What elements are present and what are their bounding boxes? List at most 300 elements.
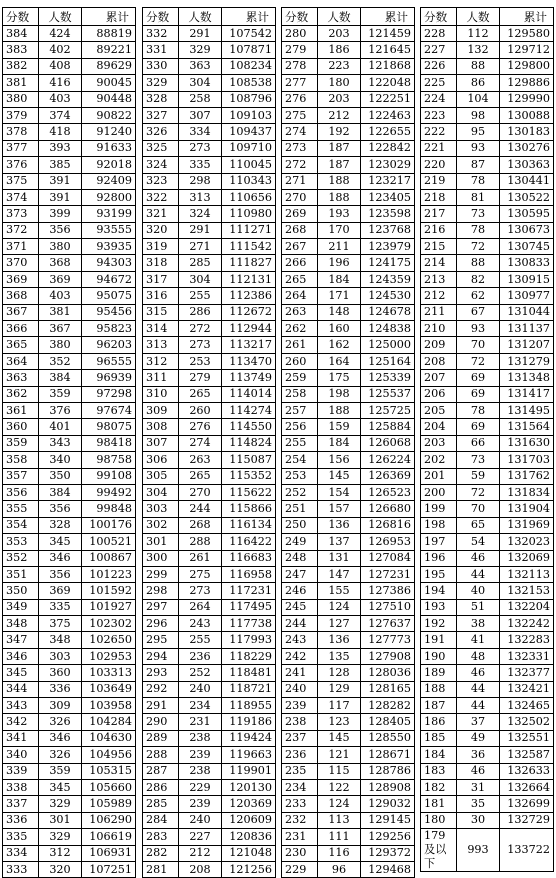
- score-cell: 346: [3, 648, 39, 664]
- cumulative-cell: 108538: [222, 75, 276, 91]
- cumulative-cell: 133722: [500, 829, 554, 872]
- cumulative-cell: 122463: [361, 107, 415, 123]
- score-cell: 243: [282, 632, 318, 648]
- table-row: [421, 517, 554, 533]
- cumulative-cell: 119424: [222, 730, 276, 746]
- table-row: [143, 370, 276, 386]
- score-cell: 249: [282, 534, 318, 550]
- table-header-row: [282, 8, 415, 26]
- cumulative-cell: 103313: [82, 665, 136, 681]
- cumulative-cell: 99492: [82, 484, 136, 500]
- table-row: [3, 222, 136, 238]
- score-cell: 233: [282, 796, 318, 812]
- count-cell: 343: [39, 435, 82, 451]
- score-cell: 355: [3, 501, 39, 517]
- score-cell: 348: [3, 616, 39, 632]
- table-row: [282, 140, 415, 156]
- table-row: [3, 206, 136, 222]
- cumulative-cell: 129372: [361, 845, 415, 861]
- table-row: [421, 534, 554, 550]
- score-cell: 255: [282, 435, 318, 451]
- count-cell: 208: [179, 861, 222, 877]
- score-cell: 279: [282, 42, 318, 58]
- score-table-3: [281, 7, 415, 878]
- table-row: [3, 779, 136, 795]
- cumulative-cell: 118229: [222, 648, 276, 664]
- table-row: [421, 714, 554, 730]
- cumulative-cell: 116422: [222, 534, 276, 550]
- cumulative-cell: 125164: [361, 353, 415, 369]
- cumulative-cell: 132729: [500, 812, 554, 828]
- table-row: [143, 714, 276, 730]
- count-cell: 36: [457, 747, 500, 763]
- count-cell: 272: [179, 321, 222, 337]
- cumulative-cell: 128550: [361, 730, 415, 746]
- score-cell: 260: [282, 353, 318, 369]
- count-cell: 384: [39, 370, 82, 386]
- score-cell: 258: [282, 386, 318, 402]
- count-cell: 374: [39, 107, 82, 123]
- table-row: [421, 173, 554, 189]
- count-cell: 313: [179, 189, 222, 205]
- count-cell: 368: [39, 255, 82, 271]
- cumulative-cell: 95075: [82, 288, 136, 304]
- count-cell: 157: [318, 501, 361, 517]
- count-cell: 129: [318, 681, 361, 697]
- count-cell: 116: [318, 845, 361, 861]
- cumulative-cell: 115087: [222, 452, 276, 468]
- count-cell: 51: [457, 599, 500, 615]
- cumulative-cell: 100867: [82, 550, 136, 566]
- count-cell: 40: [457, 583, 500, 599]
- cumulative-cell: 121048: [222, 845, 276, 861]
- table-row: [3, 386, 136, 402]
- table-row: [421, 501, 554, 517]
- count-cell: 304: [179, 271, 222, 287]
- cumulative-cell: 94672: [82, 271, 136, 287]
- cumulative-cell: 124838: [361, 321, 415, 337]
- score-cell: 364: [3, 353, 39, 369]
- score-cell: 265: [282, 271, 318, 287]
- count-cell: 54: [457, 534, 500, 550]
- cumulative-cell: 92800: [82, 189, 136, 205]
- table-row: [143, 550, 276, 566]
- count-cell: 66: [457, 435, 500, 451]
- count-cell: 393: [39, 140, 82, 156]
- cumulative-cell: 102302: [82, 616, 136, 632]
- score-cell: 271: [282, 173, 318, 189]
- cumulative-cell: 122655: [361, 124, 415, 140]
- table-row: [282, 747, 415, 763]
- cumulative-cell: 132069: [500, 550, 554, 566]
- table-row: [143, 140, 276, 156]
- score-cell: 283: [143, 829, 179, 845]
- count-cell: 78: [457, 173, 500, 189]
- table-row: [421, 239, 554, 255]
- table-row: [282, 419, 415, 435]
- cumulative-cell: 97298: [82, 386, 136, 402]
- cumulative-cell: 93555: [82, 222, 136, 238]
- cumulative-cell: 130363: [500, 157, 554, 173]
- cumulative-cell: 124175: [361, 255, 415, 271]
- score-table-4: [420, 7, 554, 872]
- count-cell: 291: [179, 222, 222, 238]
- cumulative-cell: 102650: [82, 632, 136, 648]
- table-row: [282, 353, 415, 369]
- count-cell: 98: [457, 107, 500, 123]
- count-cell: 31: [457, 779, 500, 795]
- table-row: [282, 468, 415, 484]
- count-cell: 356: [39, 222, 82, 238]
- cumulative-cell: 116958: [222, 566, 276, 582]
- table-row: [421, 730, 554, 746]
- score-cell: 180: [421, 812, 457, 828]
- table-row: [3, 812, 136, 828]
- table-row: [3, 566, 136, 582]
- score-cell: 193: [421, 599, 457, 615]
- score-cell: 194: [421, 583, 457, 599]
- table-row: [282, 763, 415, 779]
- table-row: [3, 91, 136, 107]
- cumulative-cell: 124678: [361, 304, 415, 320]
- count-cell: 244: [179, 501, 222, 517]
- cumulative-cell: 112386: [222, 288, 276, 304]
- cumulative-cell: 100521: [82, 534, 136, 550]
- cumulative-cell: 126068: [361, 435, 415, 451]
- table-row: [282, 239, 415, 255]
- header-count: 人数: [457, 8, 500, 26]
- score-cell: 308: [143, 419, 179, 435]
- count-cell: 193: [318, 206, 361, 222]
- header-cumulative: 累计: [222, 8, 276, 26]
- table-row: [3, 271, 136, 287]
- table-row: [3, 435, 136, 451]
- score-cell: 380: [3, 91, 39, 107]
- count-cell: 227: [179, 829, 222, 845]
- table-row: [3, 550, 136, 566]
- score-cell: 187: [421, 698, 457, 714]
- score-cell: 298: [143, 583, 179, 599]
- cumulative-cell: 128165: [361, 681, 415, 697]
- cumulative-cell: 131495: [500, 402, 554, 418]
- score-cell: 315: [143, 304, 179, 320]
- score-cell: 351: [3, 566, 39, 582]
- count-cell: 67: [457, 304, 500, 320]
- score-cell: 218: [421, 189, 457, 205]
- count-cell: 229: [179, 779, 222, 795]
- score-cell: 303: [143, 501, 179, 517]
- count-cell: 72: [457, 484, 500, 500]
- count-cell: 203: [318, 91, 361, 107]
- cumulative-cell: 131137: [500, 321, 554, 337]
- cumulative-cell: 102953: [82, 648, 136, 664]
- count-cell: 88: [457, 58, 500, 74]
- score-cell: 201: [421, 468, 457, 484]
- score-cell: 189: [421, 665, 457, 681]
- cumulative-cell: 105989: [82, 796, 136, 812]
- table-row: [421, 599, 554, 615]
- table-row: [143, 796, 276, 812]
- score-cell: 370: [3, 255, 39, 271]
- table-row: [421, 419, 554, 435]
- table-row: [3, 763, 136, 779]
- table-row: [3, 730, 136, 746]
- table-row: [143, 468, 276, 484]
- score-cell: 212: [421, 288, 457, 304]
- count-cell: 402: [39, 42, 82, 58]
- score-cell: 327: [143, 107, 179, 123]
- count-cell: 162: [318, 337, 361, 353]
- cumulative-cell: 121645: [361, 42, 415, 58]
- cumulative-cell: 131348: [500, 370, 554, 386]
- table-row: [143, 222, 276, 238]
- count-cell: 73: [457, 206, 500, 222]
- table-row: [282, 730, 415, 746]
- cumulative-cell: 126816: [361, 517, 415, 533]
- cumulative-cell: 110980: [222, 206, 276, 222]
- table-row: [282, 599, 415, 615]
- cumulative-cell: 125000: [361, 337, 415, 353]
- table-row: [3, 845, 136, 861]
- table-row: [421, 616, 554, 632]
- table-row: [282, 779, 415, 795]
- cumulative-cell: 130183: [500, 124, 554, 140]
- table-row: [143, 353, 276, 369]
- count-cell: 253: [179, 353, 222, 369]
- count-cell: 239: [179, 796, 222, 812]
- count-cell: 128: [318, 665, 361, 681]
- score-cell: 204: [421, 419, 457, 435]
- table-row: [143, 419, 276, 435]
- table-row: [421, 222, 554, 238]
- table-row: [143, 779, 276, 795]
- count-cell: 96: [318, 861, 361, 877]
- cumulative-cell: 92409: [82, 173, 136, 189]
- table-row: [421, 255, 554, 271]
- table-row: [282, 534, 415, 550]
- score-cell: 184: [421, 747, 457, 763]
- cumulative-cell: 132421: [500, 681, 554, 697]
- cumulative-cell: 119663: [222, 747, 276, 763]
- count-cell: 360: [39, 665, 82, 681]
- cumulative-cell: 110045: [222, 157, 276, 173]
- score-cell: 203: [421, 435, 457, 451]
- count-cell: 380: [39, 337, 82, 353]
- score-cell: 192: [421, 616, 457, 632]
- header-score: 分数: [282, 8, 318, 26]
- cumulative-cell: 112672: [222, 304, 276, 320]
- header-count: 人数: [39, 8, 82, 26]
- score-cell: 307: [143, 435, 179, 451]
- score-cell: 228: [421, 26, 457, 42]
- score-cell: 336: [3, 812, 39, 828]
- count-cell: 124: [318, 796, 361, 812]
- cumulative-cell: 123405: [361, 189, 415, 205]
- table-row: [282, 583, 415, 599]
- cumulative-cell: 130977: [500, 288, 554, 304]
- table-row: [282, 386, 415, 402]
- score-cell: 200: [421, 484, 457, 500]
- table-row: [421, 206, 554, 222]
- score-cell: 296: [143, 616, 179, 632]
- score-cell: 314: [143, 321, 179, 337]
- count-cell: 69: [457, 386, 500, 402]
- table-row: [282, 58, 415, 74]
- table-header-row: [421, 8, 554, 26]
- count-cell: 65: [457, 517, 500, 533]
- count-cell: 122: [318, 779, 361, 795]
- count-cell: 69: [457, 419, 500, 435]
- header-score: 分数: [3, 8, 39, 26]
- table-row: [3, 501, 136, 517]
- table-row: [3, 42, 136, 58]
- cumulative-cell: 96203: [82, 337, 136, 353]
- cumulative-cell: 91240: [82, 124, 136, 140]
- score-cell: 306: [143, 452, 179, 468]
- count-cell: 112: [457, 26, 500, 42]
- score-cell: 290: [143, 714, 179, 730]
- score-cell: 339: [3, 763, 39, 779]
- count-cell: 44: [457, 681, 500, 697]
- count-cell: 187: [318, 140, 361, 156]
- cumulative-cell: 122842: [361, 140, 415, 156]
- table-row: [282, 829, 415, 845]
- count-cell: 345: [39, 534, 82, 550]
- count-cell: 73: [457, 452, 500, 468]
- score-cell: 238: [282, 714, 318, 730]
- table-row: [282, 107, 415, 123]
- count-cell: 59: [457, 468, 500, 484]
- cumulative-cell: 112944: [222, 321, 276, 337]
- table-row: [421, 140, 554, 156]
- cumulative-cell: 100176: [82, 517, 136, 533]
- cumulative-cell: 121868: [361, 58, 415, 74]
- count-cell: 303: [39, 648, 82, 664]
- count-cell: 385: [39, 157, 82, 173]
- count-cell: 408: [39, 58, 82, 74]
- score-cell: 287: [143, 763, 179, 779]
- score-cell: 195: [421, 566, 457, 582]
- table-row: [282, 124, 415, 140]
- count-cell: 356: [39, 501, 82, 517]
- score-cell: 183: [421, 763, 457, 779]
- count-cell: 329: [179, 42, 222, 58]
- count-cell: 223: [318, 58, 361, 74]
- count-cell: 236: [179, 648, 222, 664]
- score-cell: 347: [3, 632, 39, 648]
- cumulative-cell: 109710: [222, 140, 276, 156]
- score-cell: 221: [421, 140, 457, 156]
- count-cell: 258: [179, 91, 222, 107]
- cumulative-cell: 132664: [500, 779, 554, 795]
- table-row: [421, 107, 554, 123]
- score-cell: 217: [421, 206, 457, 222]
- score-cell: 356: [3, 484, 39, 500]
- count-cell: 263: [179, 452, 222, 468]
- table-row: [282, 861, 415, 877]
- score-cell: 231: [282, 829, 318, 845]
- score-cell: 377: [3, 140, 39, 156]
- cumulative-cell: 132153: [500, 583, 554, 599]
- table-row: [421, 157, 554, 173]
- table-row: [421, 304, 554, 320]
- score-cell: 245: [282, 599, 318, 615]
- table-row: [143, 681, 276, 697]
- score-cell: 288: [143, 747, 179, 763]
- table-row: [3, 157, 136, 173]
- cumulative-cell: 107251: [82, 861, 136, 877]
- score-cell: 286: [143, 779, 179, 795]
- score-cell: 277: [282, 75, 318, 91]
- score-cell: 317: [143, 271, 179, 287]
- table-row: [143, 861, 276, 877]
- score-cell: 369: [3, 271, 39, 287]
- cumulative-cell: 131630: [500, 435, 554, 451]
- score-cell: 256: [282, 419, 318, 435]
- table-row: [3, 861, 136, 877]
- count-cell: 265: [179, 468, 222, 484]
- count-cell: 424: [39, 26, 82, 42]
- table-row: [282, 271, 415, 287]
- score-cell: 345: [3, 665, 39, 681]
- table-row: [282, 501, 415, 517]
- cumulative-cell: 127773: [361, 632, 415, 648]
- table-row: [282, 370, 415, 386]
- count-cell: 288: [179, 534, 222, 550]
- count-cell: 345: [39, 779, 82, 795]
- table-row: [3, 517, 136, 533]
- score-cell: 244: [282, 616, 318, 632]
- cumulative-cell: 131417: [500, 386, 554, 402]
- cumulative-cell: 130441: [500, 173, 554, 189]
- table-row: [143, 124, 276, 140]
- count-cell: 117: [318, 698, 361, 714]
- count-cell: 264: [179, 599, 222, 615]
- score-cell: 225: [421, 75, 457, 91]
- table-row: [3, 616, 136, 632]
- cumulative-cell: 129468: [361, 861, 415, 877]
- score-cell: 362: [3, 386, 39, 402]
- cumulative-cell: 126680: [361, 501, 415, 517]
- count-cell: 44: [457, 698, 500, 714]
- table-row: [421, 648, 554, 664]
- count-cell: 252: [179, 665, 222, 681]
- score-cell: 289: [143, 730, 179, 746]
- cumulative-cell: 113749: [222, 370, 276, 386]
- score-cell: 179及以下: [421, 829, 457, 872]
- cumulative-cell: 129712: [500, 42, 554, 58]
- table-row: [143, 304, 276, 320]
- count-cell: 137: [318, 534, 361, 550]
- score-cell: 373: [3, 206, 39, 222]
- table-row: [3, 58, 136, 74]
- count-cell: 273: [179, 583, 222, 599]
- score-cell: 284: [143, 812, 179, 828]
- count-cell: 334: [179, 124, 222, 140]
- score-cell: 190: [421, 648, 457, 664]
- cumulative-cell: 89629: [82, 58, 136, 74]
- cumulative-cell: 130833: [500, 255, 554, 271]
- table-row: [3, 796, 136, 812]
- table-row: [143, 763, 276, 779]
- table-row: [143, 730, 276, 746]
- cumulative-cell: 128036: [361, 665, 415, 681]
- score-cell: 310: [143, 386, 179, 402]
- table-row: [3, 534, 136, 550]
- score-cell: 341: [3, 730, 39, 746]
- score-cell: 213: [421, 271, 457, 287]
- cumulative-cell: 126369: [361, 468, 415, 484]
